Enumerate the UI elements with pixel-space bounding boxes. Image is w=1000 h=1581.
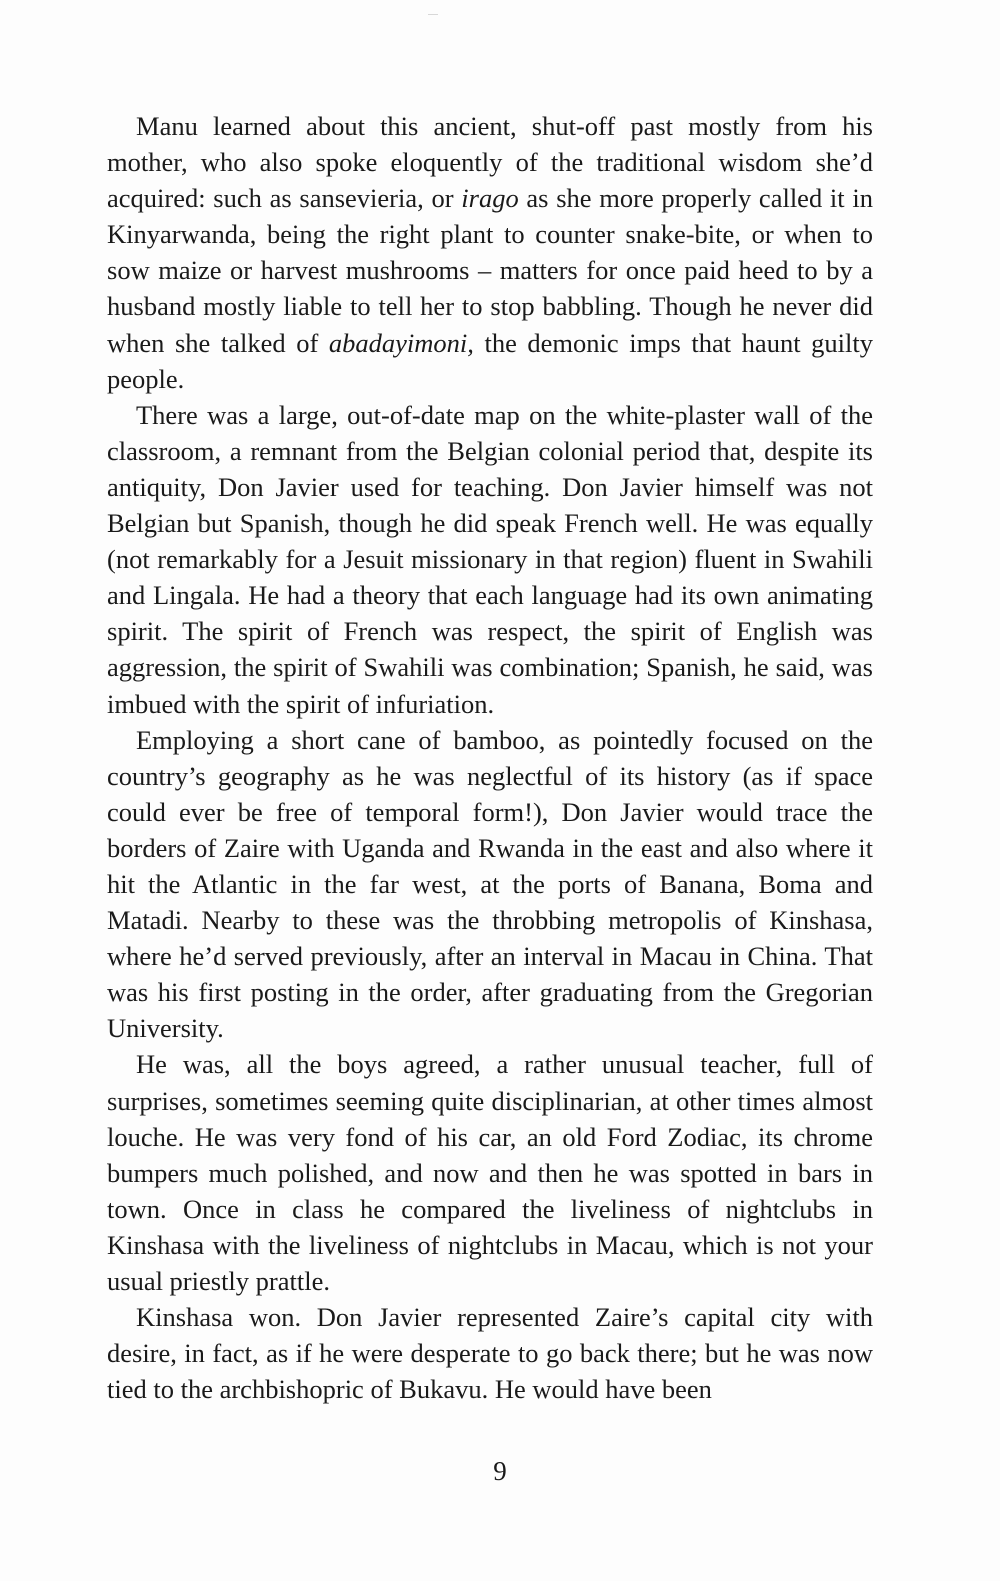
text-run: Employing a short cane of bamboo, as pointedly focused on the country’s geography as he was neglectful of its history (as if space could ever be free of temporal form!), Don Javier would trace the borders of Zaire with Uganda and Rwanda in the east and also where it hit the Atlantic in the far west, at the ports of Banana, Boma and Matadi. Nearby to these was the throbbing metropolis of Kinshasa, where he’d served previously, after an interval in Macau in China. That was his first posting in the order, after graduating from the Gregorian University. (107, 724, 873, 1044)
text-run: the demonic imps that haunt guilty people. (107, 327, 873, 394)
page-number: 9 (493, 1456, 507, 1486)
text-run: He was, all the boys agreed, a rather unusual teacher, full of surprises, sometimes seeming quite disciplinarian, at other times almost louche. He was very fond of his car, an old Ford Zodiac, its chrome bumpers much polished, and now and then he was spotted in bars in town. Once in class he compared the liveliness of nightclubs in Kinshasa with the liveliness of nightclubs in Macau, which is not your usual priestly prattle. (107, 1049, 873, 1296)
text-run: Kinshasa won. Don Javier represented Zaire’s capital city with desire, in fact, as if he were desperate to go back there; but he was now tied to the archbishopric of Bukavu. He would have been (107, 1302, 873, 1405)
text-run: as she more properly called it in Kinyarwanda, being the right plant to counter snake-bite, or when to sow maize or harvest mushrooms – matters for once paid heed to by a husband mostly liable to tell her to stop babbling. Though he never did when she talked of (107, 183, 873, 358)
italic-word: abadayimoni, (328, 327, 474, 358)
italic-word: irago (461, 183, 519, 214)
body-text (107, 108, 873, 1407)
paragraph (107, 397, 873, 722)
scan-artifact (428, 14, 438, 15)
paragraph (107, 1046, 873, 1299)
paragraph (107, 1299, 873, 1407)
paragraph (107, 108, 873, 397)
text-run: There was a large, out-of-date map on the white-plaster wall of the classroom, a remnant from the Belgian colonial period that, despite its antiquity, Don Javier used for teaching. Don Javier himself was not Belgian but Spanish, though he did speak French well. He was equally (not remarkably for a Jesuit missionary in that region) fluent in Swahili and Lingala. He had a theory that each language had its own animating spirit. The spirit of French was respect, the spirit of English was aggression, the spirit of Swahili was combination; Spanish, he said, was imbued with the spirit of infuriation. (107, 399, 873, 719)
text-run: Manu learned about this ancient, shut-off past mostly from his mother, who also spoke eloquently of the traditional wisdom she’d acquired: such as sansevieria, or (107, 111, 873, 214)
paragraph (107, 722, 873, 1047)
